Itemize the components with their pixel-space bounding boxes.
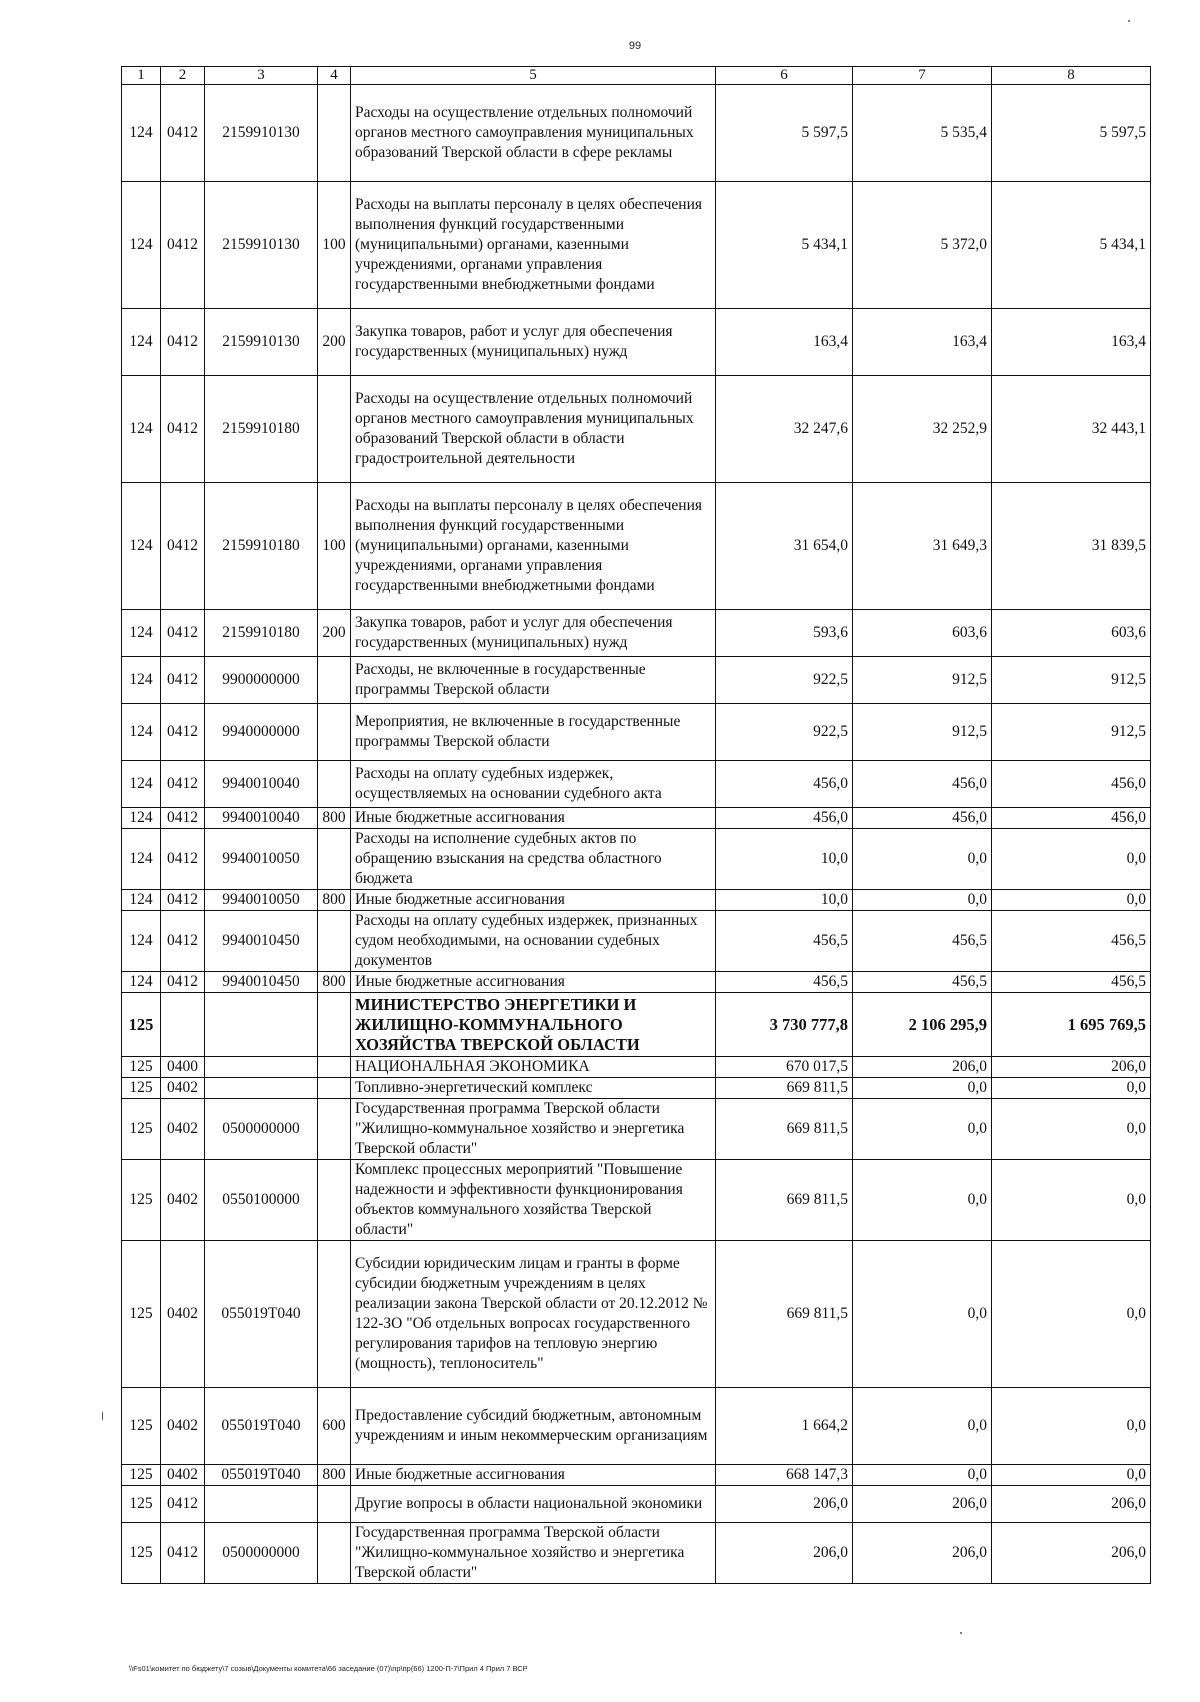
cell-target-article: 2159910130 (205, 309, 318, 376)
header-row (122, 67, 1151, 85)
cell-description: Закупка товаров, работ и услуг для обеспечения государственных (муниципальных) нужд (351, 309, 716, 376)
table-row (122, 309, 1151, 376)
cell-target-article: 9940000000 (205, 704, 318, 761)
cell-section: 0412 (161, 85, 205, 182)
cell-amount-col6: 10,0 (716, 829, 853, 890)
cell-amount-col7: 0,0 (853, 890, 992, 911)
cell-section: 0402 (161, 1078, 205, 1099)
cell-amount-col7: 603,6 (853, 610, 992, 657)
cell-amount-col8: 456,0 (992, 761, 1151, 808)
table-row (122, 993, 1151, 1057)
table-row (122, 657, 1151, 704)
cell-amount-col7: 206,0 (853, 1486, 992, 1523)
header-col-7: 7 (853, 67, 992, 85)
cell-amount-col8: 0,0 (992, 1465, 1151, 1486)
cell-amount-col7: 456,0 (853, 808, 992, 829)
cell-amount-col6: 922,5 (716, 657, 853, 704)
cell-amount-col7: 0,0 (853, 1465, 992, 1486)
cell-amount-col6: 5 434,1 (716, 182, 853, 309)
cell-amount-col6: 456,5 (716, 972, 853, 993)
cell-amount-col6: 456,0 (716, 761, 853, 808)
cell-amount-col6: 31 654,0 (716, 483, 853, 610)
cell-section: 0412 (161, 704, 205, 761)
cell-description: Иные бюджетные ассигнования (351, 808, 716, 829)
cell-target-article: 9940010040 (205, 761, 318, 808)
cell-amount-col8: 5 434,1 (992, 182, 1151, 309)
table-row (122, 890, 1151, 911)
cell-amount-col7: 163,4 (853, 309, 992, 376)
header-col-4: 4 (318, 67, 351, 85)
table-row (122, 1388, 1151, 1465)
cell-amount-col6: 1 664,2 (716, 1388, 853, 1465)
cell-section: 0412 (161, 808, 205, 829)
cell-section: 0412 (161, 483, 205, 610)
cell-description: Иные бюджетные ассигнования (351, 972, 716, 993)
cell-target-article: 9940010050 (205, 829, 318, 890)
cell-expense-type: 800 (318, 890, 351, 911)
cell-expense-type (318, 376, 351, 483)
cell-description: Комплекс процессных мероприятий "Повышение надежности и эффективности функционирования объектов коммунального хозяйства Тверской области" (351, 1160, 716, 1241)
cell-description: Закупка товаров, работ и услуг для обеспечения государственных (муниципальных) нужд (351, 610, 716, 657)
cell-target-article: 9940010450 (205, 911, 318, 972)
cell-code: 124 (122, 808, 161, 829)
cell-amount-col7: 32 252,9 (853, 376, 992, 483)
cell-target-article: 9900000000 (205, 657, 318, 704)
cell-target-article: 0500000000 (205, 1099, 318, 1160)
cell-amount-col7: 206,0 (853, 1057, 992, 1078)
cell-expense-type (318, 1241, 351, 1388)
cell-amount-col6: 32 247,6 (716, 376, 853, 483)
cell-amount-col6: 163,4 (716, 309, 853, 376)
cell-amount-col8: 0,0 (992, 829, 1151, 890)
cell-amount-col8: 5 597,5 (992, 85, 1151, 182)
cell-section: 0412 (161, 182, 205, 309)
cell-code: 125 (122, 1241, 161, 1388)
cell-amount-col6: 5 597,5 (716, 85, 853, 182)
header-col-6: 6 (716, 67, 853, 85)
cell-section: 0412 (161, 829, 205, 890)
cell-amount-col7: 5 372,0 (853, 182, 992, 309)
cell-amount-col8: 0,0 (992, 890, 1151, 911)
cell-description: МИНИСТЕРСТВО ЭНЕРГЕТИКИ И ЖИЛИЩНО-КОММУНАЛЬНОГО ХОЗЯЙСТВА ТВЕРСКОЙ ОБЛАСТИ (351, 993, 716, 1057)
cell-amount-col6: 669 811,5 (716, 1099, 853, 1160)
cell-description: Субсидии юридическим лицам и гранты в форме субсидии бюджетным учреждениям в целях реализации закона Тверской области от 20.12.2012 № 122-ЗО "Об отдельных вопросах государственного регулирования тарифов на тепловую энергию (мощность), теплоноситель" (351, 1241, 716, 1388)
cell-target-article: 055019Т040 (205, 1241, 318, 1388)
cell-amount-col6: 669 811,5 (716, 1078, 853, 1099)
cell-amount-col7: 2 106 295,9 (853, 993, 992, 1057)
cell-code: 124 (122, 182, 161, 309)
cell-amount-col7: 0,0 (853, 1388, 992, 1465)
cell-description: Расходы на выплаты персоналу в целях обеспечения выполнения функций государственными (муниципальными) органами, казенными учреждениями, органами управления государственными внебюджетными фондами (351, 483, 716, 610)
cell-description: Иные бюджетные ассигнования (351, 890, 716, 911)
cell-expense-type (318, 85, 351, 182)
cell-description: Предоставление субсидий бюджетным, автономным учреждениям и иным некоммерческим организациям (351, 1388, 716, 1465)
cell-section: 0412 (161, 376, 205, 483)
cell-amount-col7: 5 535,4 (853, 85, 992, 182)
cell-expense-type (318, 1160, 351, 1241)
cell-expense-type (318, 1078, 351, 1099)
cell-code: 124 (122, 610, 161, 657)
header-col-1: 1 (122, 67, 161, 85)
cell-amount-col6: 922,5 (716, 704, 853, 761)
cell-amount-col7: 0,0 (853, 1160, 992, 1241)
cell-amount-col6: 206,0 (716, 1523, 853, 1584)
cell-amount-col8: 163,4 (992, 309, 1151, 376)
table-row (122, 1057, 1151, 1078)
cell-amount-col7: 912,5 (853, 657, 992, 704)
cell-amount-col8: 0,0 (992, 1078, 1151, 1099)
cell-amount-col8: 456,5 (992, 972, 1151, 993)
cell-expense-type (318, 704, 351, 761)
header-col-3: 3 (205, 67, 318, 85)
cell-expense-type (318, 1486, 351, 1523)
cell-amount-col8: 912,5 (992, 657, 1151, 704)
cell-section: 0402 (161, 1241, 205, 1388)
cell-expense-type: 100 (318, 182, 351, 309)
cell-section: 0412 (161, 657, 205, 704)
cell-description: Мероприятия, не включенные в государственные программы Тверской области (351, 704, 716, 761)
cell-code: 124 (122, 483, 161, 610)
cell-code: 125 (122, 993, 161, 1057)
cell-expense-type: 600 (318, 1388, 351, 1465)
cell-section: 0400 (161, 1057, 205, 1078)
cell-section: 0402 (161, 1388, 205, 1465)
cell-expense-type (318, 657, 351, 704)
cell-section: 0412 (161, 761, 205, 808)
cell-target-article: 2159910180 (205, 483, 318, 610)
cell-amount-col7: 912,5 (853, 704, 992, 761)
cell-description: Государственная программа Тверской области "Жилищно-коммунальное хозяйство и энергетика Тверской области" (351, 1523, 716, 1584)
table-row (122, 1465, 1151, 1486)
cell-expense-type (318, 829, 351, 890)
cell-description: Расходы, не включенные в государственные программы Тверской области (351, 657, 716, 704)
cell-section (161, 993, 205, 1057)
scan-artifact-dot (1128, 20, 1130, 22)
table-row (122, 376, 1151, 483)
cell-amount-col8: 206,0 (992, 1057, 1151, 1078)
table-row (122, 483, 1151, 610)
cell-amount-col8: 206,0 (992, 1523, 1151, 1584)
cell-amount-col6: 669 811,5 (716, 1241, 853, 1388)
cell-target-article: 9940010050 (205, 890, 318, 911)
table-body (122, 67, 1151, 1584)
cell-description: Топливно-энергетический комплекс (351, 1078, 716, 1099)
cell-amount-col8: 32 443,1 (992, 376, 1151, 483)
cell-amount-col8: 0,0 (992, 1241, 1151, 1388)
cell-amount-col7: 31 649,3 (853, 483, 992, 610)
footer-file-path: \\Fs01\комитет по бюджету\7 созыв\Документы комитета\66 заседание (07)\пр\пр(66) 1200-П-7\Прил 4 Прил 7 ВСР (129, 1664, 528, 1673)
cell-target-article (205, 1486, 318, 1523)
cell-amount-col6: 10,0 (716, 890, 853, 911)
cell-code: 125 (122, 1078, 161, 1099)
cell-description: Расходы на оплату судебных издержек, признанных судом необходимыми, на основании судебных документов (351, 911, 716, 972)
cell-expense-type (318, 761, 351, 808)
table-row (122, 1241, 1151, 1388)
cell-amount-col6: 456,5 (716, 911, 853, 972)
cell-code: 124 (122, 761, 161, 808)
table-row (122, 911, 1151, 972)
cell-amount-col7: 0,0 (853, 1078, 992, 1099)
cell-code: 124 (122, 704, 161, 761)
cell-expense-type (318, 1057, 351, 1078)
cell-description: НАЦИОНАЛЬНАЯ ЭКОНОМИКА (351, 1057, 716, 1078)
header-col-8: 8 (992, 67, 1151, 85)
table-row (122, 85, 1151, 182)
cell-amount-col7: 456,5 (853, 911, 992, 972)
cell-expense-type: 800 (318, 808, 351, 829)
table-row (122, 829, 1151, 890)
table-row (122, 972, 1151, 993)
cell-target-article: 2159910180 (205, 610, 318, 657)
cell-expense-type (318, 1099, 351, 1160)
cell-section: 0412 (161, 1523, 205, 1584)
cell-amount-col8: 1 695 769,5 (992, 993, 1151, 1057)
cell-description: Расходы на исполнение судебных актов по обращению взыскания на средства областного бюджета (351, 829, 716, 890)
cell-amount-col7: 0,0 (853, 1241, 992, 1388)
cell-amount-col6: 3 730 777,8 (716, 993, 853, 1057)
cell-code: 124 (122, 376, 161, 483)
cell-expense-type: 800 (318, 1465, 351, 1486)
cell-description: Иные бюджетные ассигнования (351, 1465, 716, 1486)
cell-section: 0412 (161, 1486, 205, 1523)
cell-amount-col8: 456,5 (992, 911, 1151, 972)
cell-target-article: 2159910130 (205, 85, 318, 182)
page-number: 99 (628, 40, 642, 52)
cell-expense-type: 800 (318, 972, 351, 993)
cell-amount-col7: 206,0 (853, 1523, 992, 1584)
cell-expense-type (318, 1523, 351, 1584)
scan-artifact-dot (960, 1632, 962, 1634)
cell-target-article (205, 1078, 318, 1099)
cell-amount-col6: 206,0 (716, 1486, 853, 1523)
cell-code: 124 (122, 657, 161, 704)
cell-section: 0412 (161, 890, 205, 911)
cell-target-article: 2159910180 (205, 376, 318, 483)
cell-description: Другие вопросы в области национальной экономики (351, 1486, 716, 1523)
cell-code: 125 (122, 1388, 161, 1465)
cell-amount-col8: 603,6 (992, 610, 1151, 657)
cell-code: 125 (122, 1465, 161, 1486)
cell-amount-col7: 456,0 (853, 761, 992, 808)
cell-target-article: 0500000000 (205, 1523, 318, 1584)
header-col-5: 5 (351, 67, 716, 85)
cell-description: Расходы на осуществление отдельных полномочий органов местного самоуправления муниципальных образований Тверской области в сфере рекламы (351, 85, 716, 182)
budget-table (121, 66, 1151, 1584)
cell-target-article: 055019Т040 (205, 1388, 318, 1465)
table-row (122, 761, 1151, 808)
cell-amount-col6: 668 147,3 (716, 1465, 853, 1486)
table-row (122, 808, 1151, 829)
cell-amount-col8: 0,0 (992, 1388, 1151, 1465)
cell-section: 0402 (161, 1160, 205, 1241)
cell-amount-col8: 206,0 (992, 1486, 1151, 1523)
cell-target-article: 055019Т040 (205, 1465, 318, 1486)
cell-description: Расходы на осуществление отдельных полномочий органов местного самоуправления муниципальных образований Тверской области в области градостроительной деятельности (351, 376, 716, 483)
cell-amount-col8: 0,0 (992, 1099, 1151, 1160)
cell-amount-col8: 912,5 (992, 704, 1151, 761)
cell-code: 124 (122, 890, 161, 911)
cell-description: Расходы на оплату судебных издержек, осуществляемых на основании судебного акта (351, 761, 716, 808)
cell-target-article: 0550100000 (205, 1160, 318, 1241)
cell-expense-type: 200 (318, 610, 351, 657)
cell-amount-col8: 0,0 (992, 1160, 1151, 1241)
cell-code: 125 (122, 1486, 161, 1523)
cell-code: 125 (122, 1099, 161, 1160)
cell-section: 0412 (161, 972, 205, 993)
table-row (122, 182, 1151, 309)
cell-expense-type (318, 993, 351, 1057)
table-row (122, 1078, 1151, 1099)
cell-target-article: 2159910130 (205, 182, 318, 309)
table-row (122, 1523, 1151, 1584)
cell-code: 125 (122, 1057, 161, 1078)
cell-amount-col8: 31 839,5 (992, 483, 1151, 610)
cell-section: 0402 (161, 1465, 205, 1486)
cell-amount-col7: 0,0 (853, 829, 992, 890)
cell-amount-col6: 593,6 (716, 610, 853, 657)
cell-target-article: 9940010040 (205, 808, 318, 829)
cell-expense-type: 100 (318, 483, 351, 610)
cell-code: 124 (122, 829, 161, 890)
cell-description: Расходы на выплаты персоналу в целях обеспечения выполнения функций государственными (муниципальными) органами, казенными учреждениями, органами управления государственными внебюджетными фондами (351, 182, 716, 309)
header-col-2: 2 (161, 67, 205, 85)
cell-code: 124 (122, 972, 161, 993)
cell-target-article (205, 993, 318, 1057)
cell-expense-type: 200 (318, 309, 351, 376)
table-row (122, 1099, 1151, 1160)
cell-target-article (205, 1057, 318, 1078)
scan-artifact-dot (102, 1412, 103, 1420)
cell-section: 0412 (161, 309, 205, 376)
cell-amount-col8: 456,0 (992, 808, 1151, 829)
cell-code: 125 (122, 1160, 161, 1241)
cell-code: 124 (122, 309, 161, 376)
cell-amount-col7: 456,5 (853, 972, 992, 993)
table-row (122, 704, 1151, 761)
cell-code: 124 (122, 85, 161, 182)
table-row (122, 1486, 1151, 1523)
cell-target-article: 9940010450 (205, 972, 318, 993)
cell-section: 0412 (161, 911, 205, 972)
cell-amount-col6: 670 017,5 (716, 1057, 853, 1078)
cell-amount-col6: 456,0 (716, 808, 853, 829)
cell-section: 0402 (161, 1099, 205, 1160)
cell-code: 125 (122, 1523, 161, 1584)
cell-section: 0412 (161, 610, 205, 657)
cell-expense-type (318, 911, 351, 972)
table-row (122, 1160, 1151, 1241)
cell-amount-col7: 0,0 (853, 1099, 992, 1160)
cell-code: 124 (122, 911, 161, 972)
table-row (122, 610, 1151, 657)
cell-amount-col6: 669 811,5 (716, 1160, 853, 1241)
cell-description: Государственная программа Тверской области "Жилищно-коммунальное хозяйство и энергетика Тверской области" (351, 1099, 716, 1160)
